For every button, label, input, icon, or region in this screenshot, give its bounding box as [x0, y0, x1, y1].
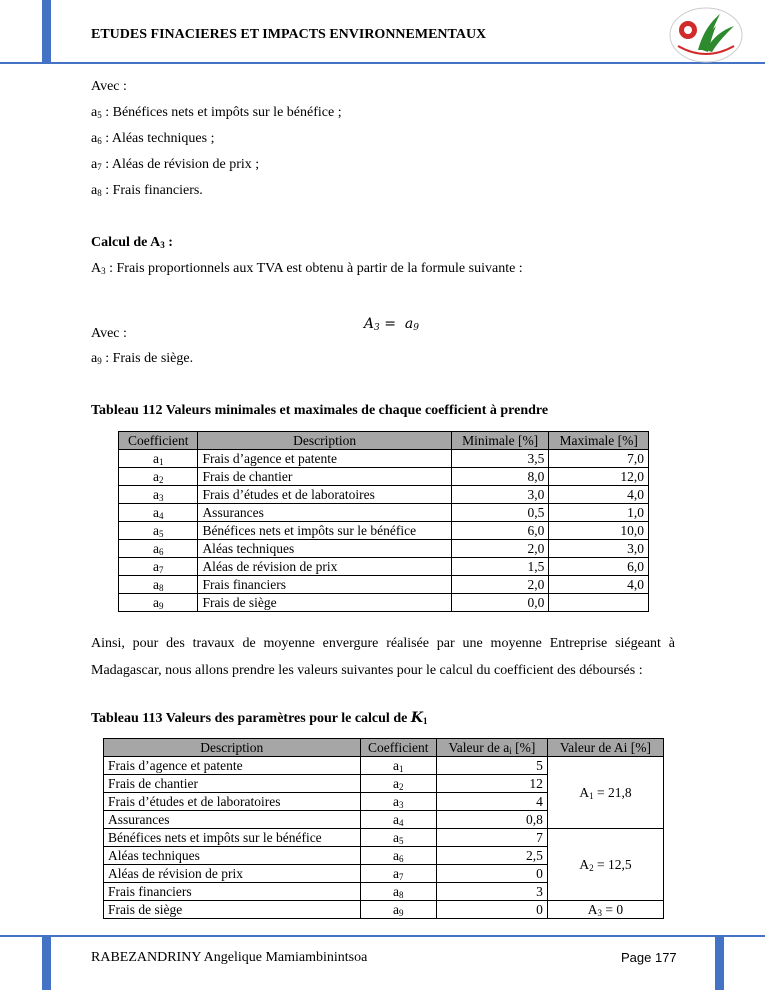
footer-page-number: Page 177 — [621, 950, 677, 965]
col-header: Description — [198, 432, 451, 450]
header-rule — [0, 62, 765, 64]
col-header: Minimale [%] — [451, 432, 549, 450]
paragraph-line-2: Madagascar, nous allons prendre les valeurs suivantes pour le calcul du coefficient des déboursés : — [91, 663, 643, 678]
table-row: $a_2$ Frais de chantier 8,0 12,0 — [119, 468, 649, 486]
table-row: $a_1$ Frais d’agence et patente 3,5 7,0 — [119, 450, 649, 468]
table-row: Frais financiers $a_8$ 3 — [104, 883, 664, 901]
group-value-A2: $A_2 = 12,5$ — [547, 829, 663, 901]
group-value-A3: $A_3 = 0$ — [547, 901, 663, 919]
table-row: Frais d’agence et patente $a_1$ 5 $A_1 = 21,8$ — [104, 757, 664, 775]
paragraph-line-1: Ainsi, pour des travaux de moyenne envergure réalisée par une moyenne Entreprise siégeant à — [91, 636, 675, 651]
definition-a9: $a_9$ : Frais de siège. — [91, 351, 194, 366]
table-row: $a_9$ Frais de siège 0,0 — [119, 594, 649, 612]
table-row: Aléas techniques $a_6$ 2,5 — [104, 847, 664, 865]
footer-accent-bar-left — [42, 937, 51, 990]
table-row: $a_5$ Bénéfices nets et impôts sur le bénéfice 6,0 10,0 — [119, 522, 649, 540]
col-header: Valeur de $a_i$ [%] — [436, 739, 547, 757]
col-header: Maximale [%] — [549, 432, 649, 450]
table-row: Frais d’études et de laboratoires $a_3$ 4 — [104, 793, 664, 811]
header-accent-bar — [42, 0, 51, 62]
table-row: Bénéfices nets et impôts sur le bénéfice $a_5$ 7 $A_2 = 12,5$ — [104, 829, 664, 847]
table113 — [103, 738, 664, 919]
page-header-title: ETUDES FINACIERES ET IMPACTS ENVIRONNEMENTAUX — [91, 27, 487, 42]
col-header: Valeur de Ai [%] — [547, 739, 663, 757]
definition-a5: $a_5$ : Bénéfices nets et impôts sur le bénéfice ; — [91, 105, 342, 120]
institution-logo — [668, 6, 744, 64]
table-row: Frais de siège $a_9$ 0 $A_3 = 0$ — [104, 901, 664, 919]
table-row: $a_8$ Frais financiers 2,0 4,0 — [119, 576, 649, 594]
footer-rule — [0, 935, 765, 937]
table-header-row — [104, 739, 664, 757]
table-row: $a_4$ Assurances 0,5 1,0 — [119, 504, 649, 522]
avec-label-2: Avec : — [91, 326, 127, 341]
a3-description: $A_3$ : Frais proportionnels aux TVA est obtenu à partir de la formule suivante : — [91, 261, 523, 276]
definition-a7: $a_7$ : Aléas de révision de prix ; — [91, 157, 260, 172]
col-header: Coefficient — [360, 739, 436, 757]
table-row: Frais de chantier $a_2$ 12 — [104, 775, 664, 793]
table-row: Assurances $a_4$ 0,8 — [104, 811, 664, 829]
a3-formula: $A_3 = a_9$ — [363, 316, 419, 333]
table-row: $a_7$ Aléas de révision de prix 1,5 6,0 — [119, 558, 649, 576]
a3-heading: Calcul de $A_3$ : — [91, 235, 173, 250]
definition-a8: $a_8$ : Frais financiers. — [91, 183, 203, 198]
footer-author: RABEZANDRINY Angelique Mamiambinintsoa — [91, 950, 368, 965]
table-row: $a_3$ Frais d’études et de laboratoires 3,0 4,0 — [119, 486, 649, 504]
footer-accent-bar-right — [715, 937, 724, 990]
col-header: Description — [104, 739, 361, 757]
group-value-A1: $A_1 = 21,8$ — [547, 757, 663, 829]
table-row: Aléas de révision de prix $a_7$ 0 — [104, 865, 664, 883]
table112 — [118, 431, 649, 612]
table-header-row — [119, 432, 649, 450]
table112-caption: Tableau 112 Valeurs minimales et maximales de chaque coefficient à prendre — [91, 403, 549, 418]
definition-a6: $a_6$ : Aléas techniques ; — [91, 131, 215, 146]
avec-label: Avec : — [91, 79, 127, 94]
col-header: Coefficient — [119, 432, 198, 450]
table-row: $a_6$ Aléas techniques 2,0 3,0 — [119, 540, 649, 558]
table113-caption: Tableau 113 Valeurs des paramètres pour le calcul de $K_1$ — [91, 710, 428, 726]
